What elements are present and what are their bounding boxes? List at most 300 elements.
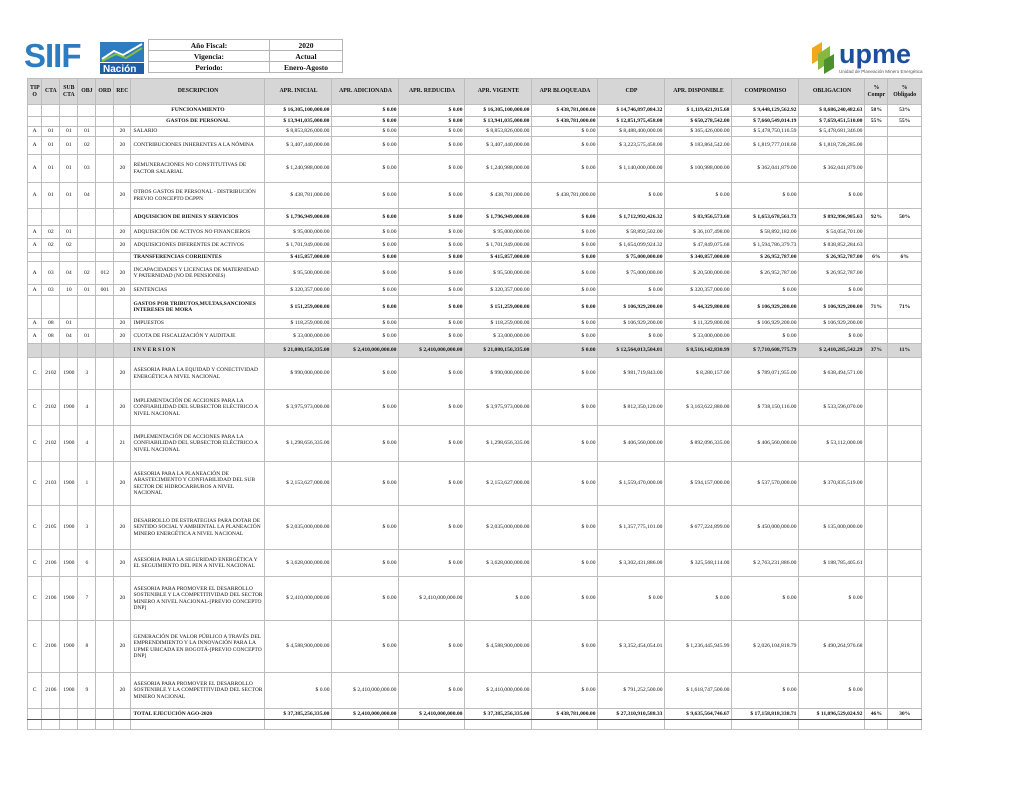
table-row — [28, 462, 922, 506]
code-cell-tipo — [28, 720, 42, 730]
percent-cell — [865, 319, 888, 329]
amount-cell: $ 0.00 — [465, 577, 532, 621]
amount-cell: $ 21,080,156,335.00 — [265, 344, 332, 358]
amount-cell: $ 0.00 — [399, 462, 465, 506]
code-cell-sub: 10 — [60, 285, 78, 296]
amount-cell: $ 365,426,000.00 — [665, 127, 732, 137]
code-cell-rec — [114, 105, 131, 117]
code-cell-sub — [60, 296, 78, 319]
table-row — [28, 550, 922, 577]
amount-cell: $ 135,000,000.00 — [799, 506, 865, 550]
code-cell-cta: 2102 — [42, 426, 60, 462]
description-cell: DESARROLLO DE ESTRATEGIAS PARA DOTAR DE SENTIDO SOCIAL Y AMBIENTAL LA PLANEACIÓN MINERO ENERGÉTICA A NIVEL NACIONAL — [131, 506, 265, 550]
code-cell-obj: 4 — [78, 426, 96, 462]
amount-cell: $ 0.00 — [332, 253, 399, 262]
amount-cell: $ 0.00 — [532, 673, 598, 709]
description-cell: IMPLEMENTACIÓN DE ACCIONES PARA LA CONFIABILIDAD DEL SUBSECTOR ELÉCTRICO A NIVEL NACIONAL — [131, 390, 265, 426]
amount-cell: $ 0.00 — [532, 621, 598, 673]
code-cell-cta: 02 — [42, 239, 60, 253]
percent-cell — [888, 621, 922, 673]
description-cell: I N V E R S I O N — [131, 344, 265, 358]
code-cell-ord — [96, 462, 114, 506]
amount-cell: $ 33,000,000.00 — [465, 329, 532, 344]
code-cell-ord — [96, 506, 114, 550]
amount-cell: $ 2,410,000,000.00 — [399, 709, 465, 720]
amount-cell: $ 0.00 — [532, 226, 598, 239]
amount-cell: $ 13,941,035,000.00 — [265, 117, 332, 127]
amount-cell: $ 0.00 — [799, 183, 865, 209]
code-cell-sub: 1900 — [60, 426, 78, 462]
percent-cell — [888, 673, 922, 709]
column-header: APR. DISPONIBLE — [665, 79, 732, 105]
amount-cell: $ 9,448,129,562.92 — [732, 105, 799, 117]
amount-cell: $ 75,000,000.00 — [598, 253, 665, 262]
code-cell-ord — [96, 550, 114, 577]
amount-cell: $ 450,000,000.00 — [732, 506, 799, 550]
amount-cell: $ 1,701,949,000.00 — [265, 239, 332, 253]
description-cell: INCAPACIDADES Y LICENCIAS DE MATERNIDAD Y PATERNIDAD (NO DE PENSIONES) — [131, 262, 265, 285]
description-cell: ASESORIA PARA PROMOVER EL DESARROLLO SOSTENIBLE Y LA COMPETITIVIDAD DEL SECTOR MINERO A NIVEL NACIONAL-[PREVIO CONCEPTO DNP] — [131, 577, 265, 621]
percent-cell — [865, 621, 888, 673]
description-cell — [131, 720, 265, 730]
percent-cell — [865, 127, 888, 137]
amount-cell: $ 95,000,000.00 — [465, 226, 532, 239]
amount-cell: $ 21,080,156,335.00 — [465, 344, 532, 358]
code-cell-cta: 2106 — [42, 621, 60, 673]
amount-cell: $ 1,818,728,285.00 — [799, 137, 865, 155]
amount-cell: $ 0.00 — [332, 183, 399, 209]
amount-cell — [332, 720, 399, 730]
amount-cell: $ 1,618,747,500.00 — [665, 673, 732, 709]
percent-cell — [888, 183, 922, 209]
amount-cell — [598, 720, 665, 730]
table-row — [28, 285, 922, 296]
amount-cell: $ 812,350,120.00 — [598, 390, 665, 426]
meta-label: Vigencia: — [149, 51, 270, 62]
amount-cell: $ 8,853,826,000.00 — [465, 127, 532, 137]
amount-cell: $ 106,929,200.00 — [799, 296, 865, 319]
code-cell-obj — [78, 105, 96, 117]
percent-cell — [888, 390, 922, 426]
amount-cell: $ 0.00 — [399, 673, 465, 709]
table-row — [28, 239, 922, 253]
code-cell-ord — [96, 673, 114, 709]
code-cell-cta: 2103 — [42, 462, 60, 506]
description-cell: TRANSFERENCIAS CORRIENTES — [131, 253, 265, 262]
amount-cell: $ 892,096,335.00 — [665, 426, 732, 462]
amount-cell: $ 0.00 — [732, 577, 799, 621]
table-row — [28, 209, 922, 226]
code-cell-obj: 02 — [78, 137, 96, 155]
table-row — [28, 709, 922, 720]
meta-label: Periodo: — [149, 62, 270, 73]
amount-cell: $ 1,240,988,000.00 — [465, 155, 532, 183]
column-header: CTA — [42, 79, 60, 105]
amount-cell: $ 0.00 — [532, 550, 598, 577]
amount-cell: $ 0.00 — [598, 577, 665, 621]
siif-nacion-word: Nación — [103, 64, 137, 74]
table-row — [28, 673, 922, 709]
percent-cell — [888, 720, 922, 730]
amount-cell: $ 1,298,656,335.00 — [465, 426, 532, 462]
code-cell-obj: 01 — [78, 285, 96, 296]
column-header: APR BLOQUEADA — [532, 79, 598, 105]
amount-cell: $ 8,853,826,000.00 — [265, 127, 332, 137]
amount-cell: $ 3,407,440,000.00 — [265, 137, 332, 155]
code-cell-ord — [96, 390, 114, 426]
code-cell-cta: 01 — [42, 155, 60, 183]
code-cell-tipo: A — [28, 127, 42, 137]
code-cell-cta — [42, 296, 60, 319]
percent-cell — [888, 577, 922, 621]
amount-cell: $ 188,785,405.61 — [799, 550, 865, 577]
code-cell-cta — [42, 253, 60, 262]
percent-cell — [865, 720, 888, 730]
code-cell-rec: 20 — [114, 155, 131, 183]
svg-text:Unidad de Planeación Minero En: Unidad de Planeación Minero Energética — [839, 69, 923, 74]
amount-cell: $ 1,559,470,000.00 — [598, 462, 665, 506]
amount-cell: $ 106,929,200.00 — [799, 319, 865, 329]
code-cell-rec: 20 — [114, 462, 131, 506]
description-cell: ASESORIA PARA LA PLANEACIÓN DE ABASTECIMIENTO Y CONFIABILIDAD DEL SUB SECTOR DE HIDROCARBUROS A NIVEL NACIONAL — [131, 462, 265, 506]
amount-cell: $ 0.00 — [399, 137, 465, 155]
code-cell-rec: 20 — [114, 550, 131, 577]
amount-cell: $ 1,240,988,000.00 — [265, 155, 332, 183]
code-cell-rec: 20 — [114, 285, 131, 296]
percent-cell: 58% — [865, 105, 888, 117]
description-cell: ASESORIA PARA LA EQUIDAD Y CONECTIVIDAD ENERGÉTICA A NIVEL NACIONAL — [131, 358, 265, 390]
amount-cell: $ 0.00 — [532, 137, 598, 155]
amount-cell: $ 438,781,000.00 — [532, 709, 598, 720]
amount-cell: $ 1,796,949,000.00 — [265, 209, 332, 226]
code-cell-sub — [60, 209, 78, 226]
amount-cell: $ 2,410,000,000.00 — [399, 344, 465, 358]
amount-cell: $ 0.00 — [399, 426, 465, 462]
code-cell-tipo: A — [28, 319, 42, 329]
amount-cell: $ 0.00 — [332, 329, 399, 344]
percent-cell — [888, 506, 922, 550]
description-cell: ASESORIA PARA LA SEGURIDAD ENERGÉTICA Y EL SEGUIMIENTO DEL PEN A NIVEL NACIONAL — [131, 550, 265, 577]
report-header-table — [148, 39, 343, 73]
amount-cell: $ 0.00 — [332, 462, 399, 506]
percent-cell — [865, 226, 888, 239]
code-cell-rec: 20 — [114, 621, 131, 673]
amount-cell: $ 4,588,900,000.00 — [265, 621, 332, 673]
code-cell-obj — [78, 344, 96, 358]
column-header: % Compr — [865, 79, 888, 105]
percent-cell — [865, 262, 888, 285]
amount-cell: $ 44,329,800.00 — [665, 296, 732, 319]
code-cell-sub: 1900 — [60, 577, 78, 621]
amount-cell: $ 0.00 — [332, 239, 399, 253]
amount-cell: $ 2,410,000,000.00 — [332, 344, 399, 358]
amount-cell: $ 26,952,787.00 — [732, 253, 799, 262]
percent-cell — [888, 226, 922, 239]
column-header: APR. ADICIONADA — [332, 79, 399, 105]
amount-cell: $ 320,357,000.00 — [465, 285, 532, 296]
description-cell: GENERACIÓN DE VALOR PÚBLICO A TRAVÉS DEL EMPRENDIMIENTO Y LA INNOVACIÓN PARA LA UPME UBICADA EN BOGOTÁ-[PREVIO CONCEPTO DNP] — [131, 621, 265, 673]
amount-cell: $ 17,158,818,338.71 — [732, 709, 799, 720]
amount-cell: $ 0.00 — [399, 155, 465, 183]
percent-cell — [865, 506, 888, 550]
amount-cell: $ 13,941,035,000.00 — [465, 117, 532, 127]
code-cell-tipo: A — [28, 262, 42, 285]
percent-cell — [865, 550, 888, 577]
percent-cell: 11% — [888, 344, 922, 358]
meta-row — [149, 62, 343, 73]
code-cell-sub: 1900 — [60, 462, 78, 506]
code-cell-rec: 20 — [114, 137, 131, 155]
code-cell-tipo: C — [28, 426, 42, 462]
code-cell-sub: 04 — [60, 329, 78, 344]
code-cell-cta: 2106 — [42, 577, 60, 621]
amount-cell: $ 0.00 — [332, 155, 399, 183]
code-cell-cta: 03 — [42, 262, 60, 285]
amount-cell: $ 370,835,519.00 — [799, 462, 865, 506]
amount-cell: $ 406,560,000.00 — [598, 426, 665, 462]
table-row — [28, 720, 922, 730]
amount-cell: $ 0.00 — [399, 262, 465, 285]
code-cell-cta: 2106 — [42, 673, 60, 709]
description-cell: IMPUESTOS — [131, 319, 265, 329]
code-cell-cta — [42, 344, 60, 358]
percent-cell — [888, 127, 922, 137]
amount-cell: $ 0.00 — [399, 329, 465, 344]
table-header-row — [28, 79, 922, 105]
percent-cell: 6% — [865, 253, 888, 262]
column-header: OBJ — [78, 79, 96, 105]
code-cell-ord — [96, 358, 114, 390]
amount-cell: $ 638,494,571.00 — [799, 358, 865, 390]
amount-cell: $ 320,357,000.00 — [265, 285, 332, 296]
percent-cell — [888, 239, 922, 253]
code-cell-tipo: A — [28, 183, 42, 209]
amount-cell: $ 0.00 — [332, 296, 399, 319]
amount-cell: $ 3,407,440,000.00 — [465, 137, 532, 155]
percent-cell — [888, 462, 922, 506]
description-cell: ADQUISICIONES DIFERENTES DE ACTIVOS — [131, 239, 265, 253]
amount-cell: $ 990,000,000.00 — [465, 358, 532, 390]
code-cell-sub: 02 — [60, 239, 78, 253]
amount-cell: $ 3,975,973,000.00 — [265, 390, 332, 426]
code-cell-obj — [78, 709, 96, 720]
amount-cell: $ 3,163,622,880.00 — [665, 390, 732, 426]
table-row — [28, 358, 922, 390]
amount-cell: $ 438,781,000.00 — [532, 105, 598, 117]
code-cell-tipo — [28, 105, 42, 117]
amount-cell: $ 0.00 — [532, 344, 598, 358]
amount-cell: $ 0.00 — [732, 673, 799, 709]
code-cell-rec — [114, 344, 131, 358]
amount-cell: $ 0.00 — [532, 426, 598, 462]
code-cell-sub: 01 — [60, 137, 78, 155]
amount-cell: $ 1,594,786,379.73 — [732, 239, 799, 253]
description-cell: GASTOS POR TRIBUTOS,MULTAS,SANCIONES INTERESES DE MORA — [131, 296, 265, 319]
percent-cell — [888, 319, 922, 329]
amount-cell — [799, 720, 865, 730]
code-cell-cta: 01 — [42, 183, 60, 209]
meta-value: 2020 — [270, 40, 343, 51]
description-cell: CONTRIBUCIONES INHERENTES A LA NÓMINA — [131, 137, 265, 155]
amount-cell — [732, 720, 799, 730]
percent-cell — [865, 285, 888, 296]
amount-cell: $ 0.00 — [399, 621, 465, 673]
code-cell-obj: 03 — [78, 155, 96, 183]
code-cell-cta: 02 — [42, 226, 60, 239]
column-header: REC — [114, 79, 131, 105]
description-cell: CUOTA DE FISCALIZACIÓN Y AUDITAJE — [131, 329, 265, 344]
column-header: OBLIGACION — [799, 79, 865, 105]
svg-text:SIIF: SIIF — [24, 40, 81, 74]
table-row — [28, 621, 922, 673]
description-cell: ADQUISICIÓN DE ACTIVOS NO FINANCIEROS — [131, 226, 265, 239]
code-cell-tipo: C — [28, 506, 42, 550]
code-cell-tipo: C — [28, 673, 42, 709]
code-cell-obj: 3 — [78, 358, 96, 390]
percent-cell — [865, 462, 888, 506]
amount-cell: $ 438,781,000.00 — [532, 117, 598, 127]
amount-cell: $ 36,107,498.00 — [665, 226, 732, 239]
amount-cell: $ 325,568,114.00 — [665, 550, 732, 577]
code-cell-tipo: A — [28, 285, 42, 296]
amount-cell: $ 5,478,681,346.00 — [799, 127, 865, 137]
amount-cell: $ 151,259,000.00 — [265, 296, 332, 319]
amount-cell: $ 2,035,000,000.00 — [265, 506, 332, 550]
code-cell-rec — [114, 709, 131, 720]
amount-cell: $ 0.00 — [399, 506, 465, 550]
percent-cell: 37% — [865, 344, 888, 358]
percent-cell — [865, 155, 888, 183]
amount-cell: $ 26,952,787.00 — [799, 253, 865, 262]
code-cell-ord — [96, 226, 114, 239]
amount-cell: $ 0.00 — [799, 673, 865, 709]
amount-cell: $ 0.00 — [399, 117, 465, 127]
amount-cell — [399, 720, 465, 730]
percent-cell — [865, 358, 888, 390]
amount-cell: $ 27,310,910,588.33 — [598, 709, 665, 720]
amount-cell: $ 3,352,454,054.01 — [598, 621, 665, 673]
code-cell-tipo — [28, 709, 42, 720]
percent-cell: 6% — [888, 253, 922, 262]
code-cell-sub: 04 — [60, 262, 78, 285]
amount-cell: $ 0.00 — [532, 358, 598, 390]
amount-cell: $ 7,710,608,775.79 — [732, 344, 799, 358]
amount-cell: $ 183,864,542.00 — [665, 137, 732, 155]
percent-cell — [865, 183, 888, 209]
code-cell-ord — [96, 296, 114, 319]
amount-cell: $ 0.00 — [399, 239, 465, 253]
code-cell-sub: 1900 — [60, 621, 78, 673]
code-cell-ord — [96, 344, 114, 358]
code-cell-obj: 01 — [78, 329, 96, 344]
code-cell-cta — [42, 720, 60, 730]
amount-cell: $ 0.00 — [732, 329, 799, 344]
description-cell: ADQUISICION DE BIENES Y SERVICIOS — [131, 209, 265, 226]
amount-cell: $ 3,628,000,000.00 — [265, 550, 332, 577]
description-cell: ASESORIA PARA PROMOVER EL DESARROLLO SOSTENIBLE Y LA COMPETITIVIDAD DEL SECTOR MINERO NACIONAL — [131, 673, 265, 709]
amount-cell — [532, 720, 598, 730]
code-cell-tipo: C — [28, 358, 42, 390]
amount-cell: $ 0.00 — [399, 319, 465, 329]
amount-cell: $ 0.00 — [598, 329, 665, 344]
amount-cell: $ 0.00 — [598, 285, 665, 296]
siif-nacion-logo — [24, 40, 148, 74]
amount-cell: $ 1,298,656,335.00 — [265, 426, 332, 462]
amount-cell: $ 789,071,955.00 — [732, 358, 799, 390]
percent-cell: 71% — [888, 296, 922, 319]
code-cell-ord — [96, 709, 114, 720]
amount-cell: $ 1,712,992,426.32 — [598, 209, 665, 226]
description-cell: OTROS GASTOS DE PERSONAL - DISTRIBUCIÓN PREVIO CONCEPTO DGPPN — [131, 183, 265, 209]
percent-cell — [888, 550, 922, 577]
amount-cell: $ 0.00 — [332, 117, 399, 127]
code-cell-obj: 01 — [78, 127, 96, 137]
amount-cell: $ 0.00 — [532, 296, 598, 319]
amount-cell: $ 0.00 — [265, 673, 332, 709]
code-cell-ord — [96, 127, 114, 137]
code-cell-tipo: C — [28, 390, 42, 426]
amount-cell: $ 0.00 — [532, 319, 598, 329]
code-cell-obj — [78, 296, 96, 319]
table-row — [28, 329, 922, 344]
code-cell-rec — [114, 117, 131, 127]
amount-cell: $ 2,410,000,000.00 — [332, 709, 399, 720]
table-row — [28, 262, 922, 285]
percent-cell — [888, 358, 922, 390]
percent-cell: 50% — [888, 209, 922, 226]
percent-cell — [888, 426, 922, 462]
amount-cell: $ 0.00 — [332, 550, 399, 577]
amount-cell: $ 791,252,500.00 — [598, 673, 665, 709]
code-cell-obj: 3 — [78, 506, 96, 550]
amount-cell: $ 981,719,843.00 — [598, 358, 665, 390]
amount-cell: $ 0.00 — [332, 358, 399, 390]
code-cell-obj: 1 — [78, 462, 96, 506]
amount-cell: $ 0.00 — [332, 621, 399, 673]
amount-cell: $ 16,305,100,000.00 — [265, 105, 332, 117]
code-cell-cta — [42, 105, 60, 117]
code-cell-obj: 9 — [78, 673, 96, 709]
code-cell-ord — [96, 155, 114, 183]
amount-cell: $ 0.00 — [732, 183, 799, 209]
amount-cell: $ 1,654,099,924.32 — [598, 239, 665, 253]
description-cell: GASTOS DE PERSONAL — [131, 117, 265, 127]
code-cell-rec: 20 — [114, 239, 131, 253]
amount-cell: $ 3,223,575,458.00 — [598, 137, 665, 155]
amount-cell: $ 0.00 — [399, 285, 465, 296]
code-cell-rec: 20 — [114, 329, 131, 344]
amount-cell: $ 12,564,013,504.01 — [598, 344, 665, 358]
amount-cell: $ 0.00 — [799, 329, 865, 344]
code-cell-obj — [78, 239, 96, 253]
code-cell-ord — [96, 105, 114, 117]
amount-cell: $ 0.00 — [332, 226, 399, 239]
amount-cell: $ 0.00 — [399, 390, 465, 426]
amount-cell: $ 2,763,231,886.00 — [732, 550, 799, 577]
amount-cell: $ 320,357,000.00 — [665, 285, 732, 296]
table-row — [28, 226, 922, 239]
amount-cell: $ 0.00 — [332, 285, 399, 296]
code-cell-cta — [42, 117, 60, 127]
table-row — [28, 105, 922, 117]
code-cell-rec: 20 — [114, 183, 131, 209]
percent-cell — [888, 137, 922, 155]
amount-cell: $ 14,746,897,084.32 — [598, 105, 665, 117]
table-row — [28, 296, 922, 319]
meta-value: Enero-Agosto — [270, 62, 343, 73]
amount-cell: $ 3,302,431,886.00 — [598, 550, 665, 577]
amount-cell: $ 26,952,787.00 — [732, 262, 799, 285]
